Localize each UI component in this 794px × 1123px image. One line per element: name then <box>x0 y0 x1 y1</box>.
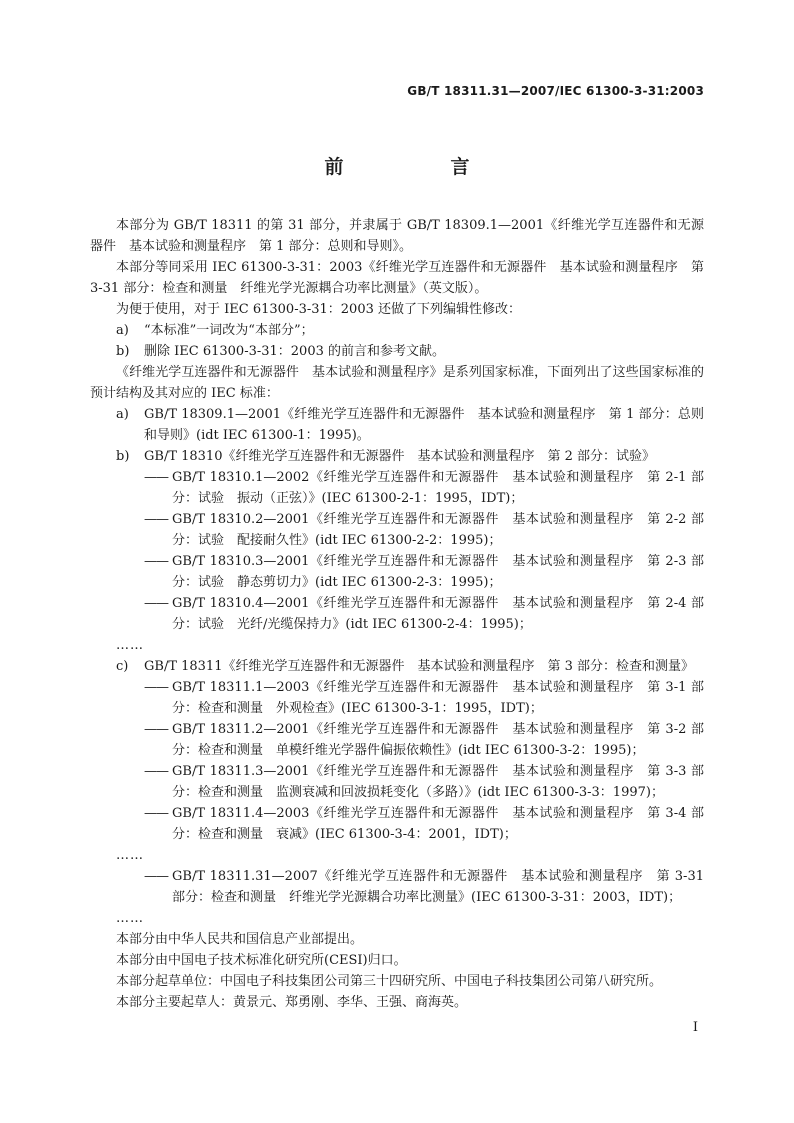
sub-list-item <box>90 677 704 719</box>
ellipsis: …… <box>116 638 144 653</box>
list-text: “本标准”一词改为“本部分”； <box>144 323 314 338</box>
ellipsis: …… <box>116 911 144 926</box>
list-item <box>90 404 704 446</box>
sub-list-text: GB/T 18310.3—2001《纤维光学互连器件和无源器件 基本试验和测量程序 第 2-3 部分：试验 静态剪切力》(idt IEC 61300-2-3：1995)； <box>172 554 704 590</box>
list-text: GB/T 18310《纤维光学互连器件和无源器件 基本试验和测量程序 第 2 部分：试验》 <box>144 449 656 464</box>
ellipsis: …… <box>116 848 144 863</box>
sub-list-item <box>90 509 704 551</box>
document-body <box>90 215 704 1013</box>
list-item <box>90 320 704 341</box>
sub-list-item <box>90 803 704 845</box>
sub-list-item <box>90 719 704 761</box>
paragraph-proposer: 本部分由中华人民共和国信息产业部提出。 <box>116 932 364 947</box>
paragraph-drafting-units: 本部分起草单位：中国电子科技集团公司第三十四研究所、中国电子科技集团公司第八研究所。 <box>116 974 663 989</box>
list-label: c) <box>116 659 129 674</box>
dash-marker: —— <box>144 470 168 485</box>
list-label: b) <box>116 449 130 464</box>
list-item <box>90 446 704 467</box>
sub-list-text: GB/T 18311.2—2001《纤维光学互连器件和无源器件 基本试验和测量程序 第 3-2 部分：检查和测量 单模纤维光学器件偏振依赖性》(idt IEC 61300-3-2：1995)； <box>172 722 704 758</box>
sub-list-text: GB/T 18311.1—2003《纤维光学互连器件和无源器件 基本试验和测量程序 第 3-1 部分：检查和测量 外观检查》(IEC 61300-3-1：1995，IDT)； <box>172 680 704 716</box>
dash-marker: —— <box>144 554 168 569</box>
list-item <box>90 656 704 677</box>
paragraph-scope: 本部分为 GB/T 18311 的第 31 部分，并隶属于 GB/T 18309.1—2001《纤维光学互连器件和无源器件 基本试验和测量程序 第 1 部分：总则和导则》。 <box>90 218 704 254</box>
dash-marker: —— <box>144 869 168 884</box>
sub-list-item <box>90 866 704 908</box>
list-item <box>90 341 704 362</box>
sub-list-text: GB/T 18310.4—2001《纤维光学互连器件和无源器件 基本试验和测量程序 第 2-4 部分：试验 光纤/光缆保持力》(idt IEC 61300-2-4：1995)； <box>172 596 704 632</box>
sub-list-item <box>90 467 704 509</box>
list-label: b) <box>116 344 130 359</box>
dash-marker: —— <box>144 806 168 821</box>
sub-list-text: GB/T 18311.3—2001《纤维光学互连器件和无源器件 基本试验和测量程序 第 3-3 部分：检查和测量 监测衰减和回波损耗变化（多路）》(idt IEC 61300-3-3：1997)； <box>172 764 704 800</box>
list-text: GB/T 18309.1—2001《纤维光学互连器件和无源器件 基本试验和测量程序 第 1 部分：总则和导则》(idt IEC 61300-1：1995)。 <box>144 407 704 443</box>
dash-marker: —— <box>144 680 168 695</box>
paragraph-edits-intro: 为便于使用，对于 IEC 61300-3-31：2003 还做了下列编辑性修改： <box>116 302 522 317</box>
list-text: 删除 IEC 61300-3-31：2003 的前言和参考文献。 <box>144 344 446 359</box>
paragraph-series-intro: 《纤维光学互连器件和无源器件 基本试验和测量程序》是系列国家标准，下面列出了这些国家标准的预计结构及其对应的 IEC 标准： <box>90 365 704 401</box>
sub-list-item <box>90 593 704 635</box>
paragraph-adoption: 本部分等同采用 IEC 61300-3-31：2003《纤维光学互连器件和无源器件 基本试验和测量程序 第 3-31 部分：检查和测量 纤维光学光源耦合功率比测量》（英文版）。 <box>90 260 704 296</box>
list-label: a) <box>116 407 129 422</box>
dash-marker: —— <box>144 512 168 527</box>
list-text: GB/T 18311《纤维光学互连器件和无源器件 基本试验和测量程序 第 3 部分：检查和测量》 <box>144 659 695 674</box>
sub-list-text: GB/T 18311.31—2007《纤维光学互连器件和无源器件 基本试验和测量程序 第 3-31 部分：检查和测量 纤维光学光源耦合功率比测量》(IEC 61300-3-31：2003，IDT)； <box>172 869 704 905</box>
sub-list-item <box>90 761 704 803</box>
sub-list-item <box>90 551 704 593</box>
sub-list-text: GB/T 18310.2—2001《纤维光学互连器件和无源器件 基本试验和测量程序 第 2-2 部分：试验 配接耐久性》(idt IEC 61300-2-2：1995)； <box>172 512 704 548</box>
dash-marker: —— <box>144 722 168 737</box>
sub-list-text: GB/T 18310.1—2002《纤维光学互连器件和无源器件 基本试验和测量程序 第 2-1 部分：试验 振动（正弦）》(IEC 61300-2-1：1995，IDT)； <box>172 470 704 506</box>
page-number: I <box>692 1020 698 1035</box>
dash-marker: —— <box>144 764 168 779</box>
standard-code-header: GB/T 18311.31—2007/IEC 61300-3-31:2003 <box>407 84 704 98</box>
sub-list-text: GB/T 18311.4—2003《纤维光学互连器件和无源器件 基本试验和测量程序 第 3-4 部分：检查和测量 衰减》(IEC 61300-3-4：2001，IDT)； <box>172 806 704 842</box>
dash-marker: —— <box>144 596 168 611</box>
paragraph-authority: 本部分由中国电子技术标准化研究所(CESI)归口。 <box>116 953 407 968</box>
paragraph-drafters: 本部分主要起草人：黄景元、郑勇刚、李华、王强、商海英。 <box>116 995 468 1010</box>
list-label: a) <box>116 323 129 338</box>
page-title: 前 言 <box>324 156 514 178</box>
